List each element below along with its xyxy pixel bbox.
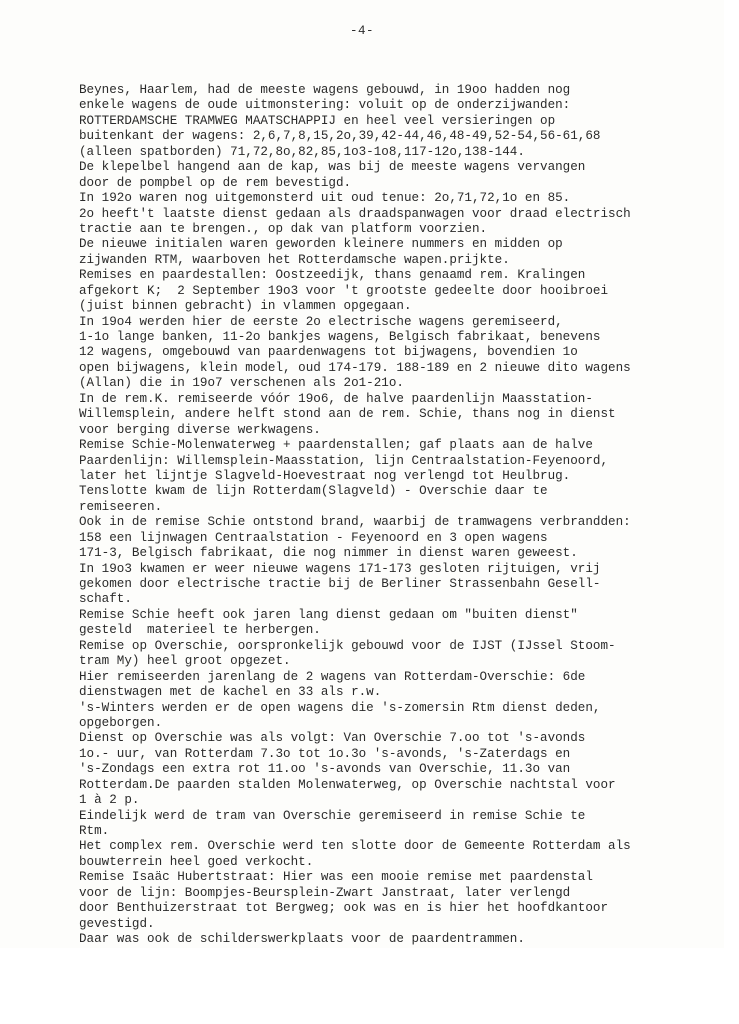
text-line: In 19o3 kwamen er weer nieuwe wagens 171-173 gesloten rijtuigen, vrij xyxy=(79,561,601,576)
text-line: voor berging diverse werkwagens. xyxy=(79,422,321,437)
text-line: Daar was ook de schilderswerkplaats voor de paardentrammen. xyxy=(79,932,525,947)
text-line: open bijwagens, klein model, oud 174-179. 188-189 en 2 nieuwe dito wagens xyxy=(79,360,631,375)
text-line: schaft. xyxy=(79,592,132,607)
text-line: voor de lijn: Boompjes-Beursplein-Zwart Janstraat, later verlengd xyxy=(79,885,571,900)
text-line: remiseeren. xyxy=(79,499,163,514)
text-line: Ook in de remise Schie ontstond brand, waarbij de tramwagens verbrandden: xyxy=(79,515,631,530)
text-line: opgeborgen. xyxy=(79,715,163,730)
text-line: (Allan) die in 19o7 verschenen als 2o1-21o. xyxy=(79,376,404,391)
text-line: door de pompbel op de rem bevestigd. xyxy=(79,175,352,190)
page-number: -4- xyxy=(349,24,374,38)
text-line: Remises en paardestallen: Oostzeedijk, thans genaamd rem. Kralingen xyxy=(79,268,586,283)
typewritten-text-body xyxy=(79,83,739,978)
text-line: Rotterdam.De paarden stalden Molenwaterweg, op Overschie nachtstal voor xyxy=(79,777,616,792)
text-line: Rtm. xyxy=(79,824,110,838)
text-line: 158 een lijnwagen Centraalstation - Feyenoord en 3 open wagens xyxy=(79,530,548,545)
text-line: bouwterrein heel goed verkocht. xyxy=(79,854,314,869)
text-line: enkele wagens de oude uitmonstering: voluit op de onderzijwanden: xyxy=(79,98,571,113)
text-line: gekomen door electrische tractie bij de Berliner Strassenbahn Gesell- xyxy=(79,577,601,591)
text-line: Dienst op Overschie was als volgt: Van Overschie 7.oo tot 's-avonds xyxy=(79,731,586,746)
text-line: gevestigd. xyxy=(79,916,155,931)
text-line: dienstwagen met de kachel en 33 als r.w. xyxy=(79,685,382,700)
text-line: tractie aan te brengen., op dak van platform voorzien. xyxy=(79,221,488,236)
text-line: (juist binnen gebracht) in vlammen opgegaan. xyxy=(79,299,412,314)
text-line: In 192o waren nog uitgemonsterd uit oud tenue: 2o,71,72,1o en 85. xyxy=(79,191,571,206)
text-line: 2o heeft't laatste dienst gedaan als draadspanwagen voor draad electrisch xyxy=(79,206,631,221)
text-line: Remise Schie-Molenwaterweg + paardenstallen; gaf plaats aan de halve xyxy=(79,438,593,453)
text-line: 171-3, Belgisch fabrikaat, die nog nimmer in dienst waren geweest. xyxy=(79,546,578,561)
text-line: Beynes, Haarlem, had de meeste wagens gebouwd, in 19oo hadden nog xyxy=(79,83,571,97)
text-line: Paardenlijn: Willemsplein-Maasstation, lijn Centraalstation-Feyenoord, xyxy=(79,453,609,468)
text-line: Willemsplein, andere helft stond aan de rem. Schie, thans nog in dienst xyxy=(79,407,616,422)
text-line: Hier remiseerden jarenlang de 2 wagens van Rotterdam-Overschie: 6de xyxy=(79,669,586,684)
text-line: 1o.- uur, van Rotterdam 7.3o tot 1o.3o 's-avonds, 's-Zaterdags en xyxy=(79,746,571,761)
text-line: De nieuwe initialen waren geworden kleinere nummers en midden op xyxy=(79,237,563,252)
text-line: Tenslotte kwam de lijn Rotterdam(Slagveld) - Overschie daar te xyxy=(79,484,548,499)
page-bottom-margin xyxy=(0,948,724,1024)
text-line: 1-1o lange banken, 11-2o bankjes wagens, Belgisch fabrikaat, benevens xyxy=(79,330,601,344)
text-line: 12 wagens, omgebouwd van paardenwagens tot bijwagens, bovendien 1o xyxy=(79,345,578,360)
text-line: zijwanden RTM, waarboven het Rotterdamsche wapen.prijkte. xyxy=(79,252,510,267)
text-line: Remise Schie heeft ook jaren lang dienst gedaan om "buiten dienst" xyxy=(79,607,578,622)
text-line: 1 à 2 p. xyxy=(79,793,140,808)
text-line: later het lijntje Slagveld-Hoevestraat nog verlengd tot Heulbrug. xyxy=(79,468,571,483)
text-line: gesteld materieel te herbergen. xyxy=(79,623,321,638)
text-line: 's-Winters werden er de open wagens die 's-zomersin Rtm dienst deden, xyxy=(79,700,601,715)
text-line: tram My) heel groot opgezet. xyxy=(79,654,291,669)
text-line: In 19o4 werden hier de eerste 2o electrische wagens geremiseerd, xyxy=(79,314,563,329)
text-line: Remise op Overschie, oorspronkelijk gebouwd voor de IJST (IJssel Stoom- xyxy=(79,638,616,653)
text-line: (alleen spatborden) 71,72,8o,82,85,1o3-1o8,117-12o,138-144. xyxy=(79,144,525,159)
text-line: door Benthuizerstraat tot Bergweg; ook was en is hier het hoofdkantoor xyxy=(79,901,609,916)
text-line: Het complex rem. Overschie werd ten slotte door de Gemeente Rotterdam als xyxy=(79,839,631,854)
text-line: 's-Zondags een extra rot 11.oo 's-avonds van Overschie, 11.3o van xyxy=(79,762,571,777)
text-line: Eindelijk werd de tram van Overschie geremiseerd in remise Schie te xyxy=(79,808,586,823)
text-line: ROTTERDAMSCHE TRAMWEG MAATSCHAPPIJ en heel veel versieringen op xyxy=(79,113,556,128)
text-line: buitenkant der wagens: 2,6,7,8,15,2o,39,42-44,46,48-49,52-54,56-61,68 xyxy=(79,129,601,144)
text-line: Remise Isaäc Hubertstraat: Hier was een mooie remise met paardenstal xyxy=(79,870,593,885)
text-line: afgekort K; 2 September 19o3 voor 't grootste gedeelte door hooibroei xyxy=(79,283,609,298)
text-line: In de rem.K. remiseerde vóór 19o6, de halve paardenlijn Maasstation- xyxy=(79,391,593,406)
text-line: De klepelbel hangend aan de kap, was bij de meeste wagens vervangen xyxy=(79,160,586,175)
